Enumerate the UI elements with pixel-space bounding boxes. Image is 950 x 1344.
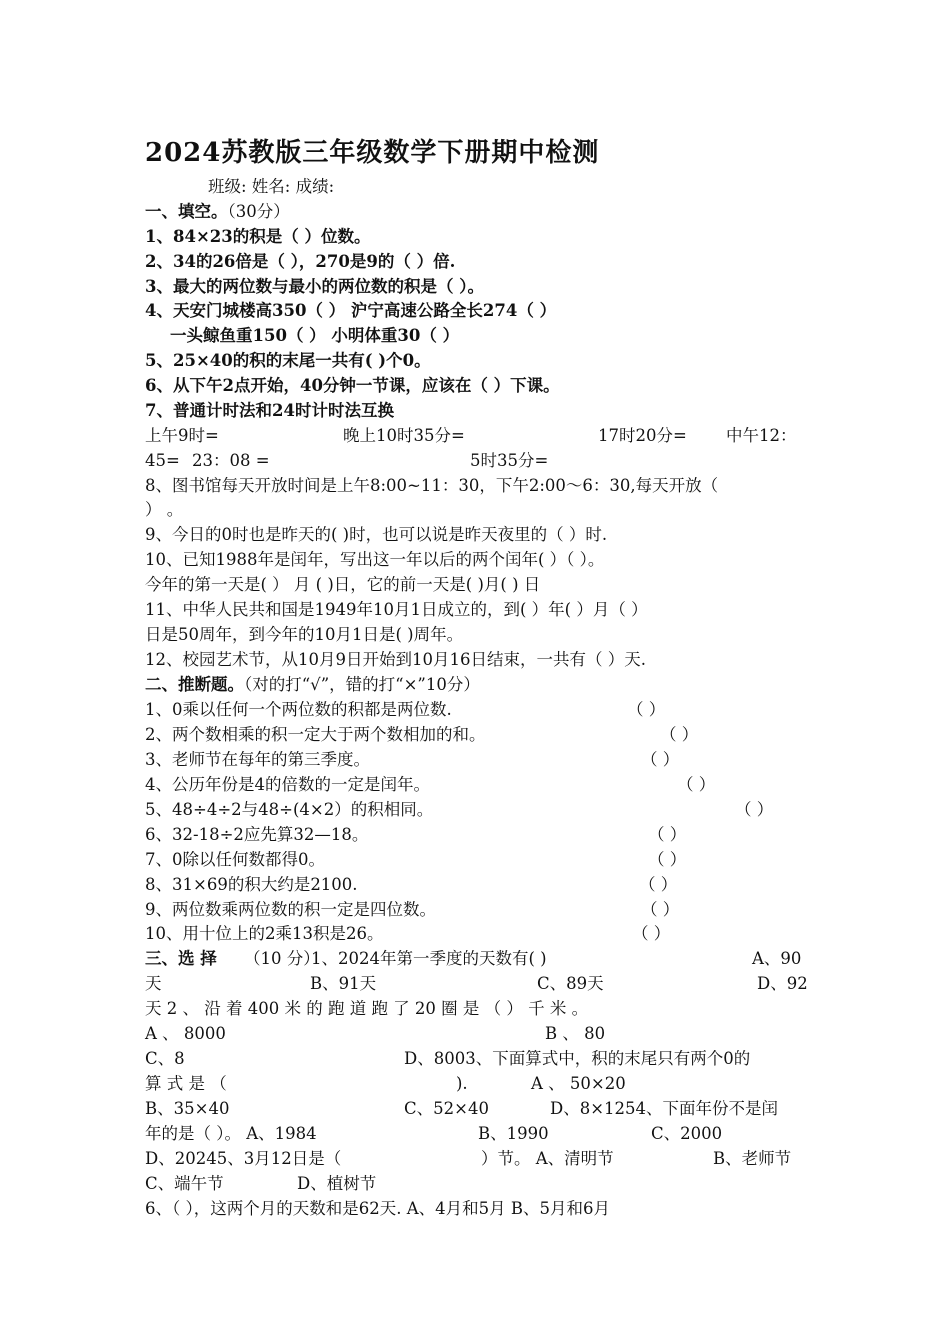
choice-option: A 、 8000 (145, 1024, 226, 1043)
student-info-line: 班级: 姓名: 成绩: (208, 177, 335, 196)
choice-text: 天 (145, 974, 162, 993)
question-11-line-1: 11、中华人民共和国是1949年10月1日成立的，到( ）年( ）月（ ） (145, 600, 648, 619)
time-item: 23：08 = (192, 451, 270, 470)
judge-item-text: 7、0除以任何数都得0。 (145, 850, 325, 869)
judge-answer-blank: （ ） (648, 825, 687, 844)
choice-text: D、8×1254、下面年份不是闰 (550, 1099, 779, 1118)
question-4-line-2: 一头鲸鱼重150（ ） 小明体重30（ ） (170, 326, 460, 345)
judge-answer-blank: （ ） (641, 750, 680, 769)
section-judge-heading (145, 674, 480, 696)
section-fill-blank-heading (145, 201, 290, 223)
section-points: （10 分） (244, 949, 320, 968)
choice-text: D、8003、下面算式中，积的末尾只有两个0的 (404, 1049, 751, 1068)
section-points: （30分） (227, 202, 290, 221)
choice-option: B、老师节 (713, 1149, 792, 1168)
judge-answer-blank: （ ） (735, 800, 774, 819)
choice-option: B 、 80 (545, 1024, 606, 1043)
section-choice-heading (145, 948, 217, 970)
choice-text: D、20245、3月12日是（ (145, 1149, 342, 1168)
judge-answer-blank: （ ） (660, 725, 699, 744)
question-4-line-1: 4、天安门城楼高350（ ） 沪宁高速公路全长274（ ） (145, 301, 557, 320)
question-11-line-2: 日是50周年，到今年的10月1日是( )周年。 (145, 625, 464, 644)
question-8-line-2: ） 。 (145, 500, 184, 519)
question-6: 6、从下午2点开始，40分钟一节课，应该在（ ）下课。 (145, 376, 560, 395)
choice-text: 算 式 是 （ (145, 1074, 227, 1093)
choice-option: A 、 50×20 (531, 1074, 626, 1093)
question-2: 2、34的26倍是（ ），270是9的（ ）倍. (145, 252, 456, 271)
question-5: 5、25×40的积的末尾一共有( )个0。 (145, 351, 431, 370)
judge-item-text: 3、老师节在每年的第三季度。 (145, 750, 370, 769)
choice-option: B、1990 (478, 1124, 549, 1143)
choice-text: 天 2 、 沿 着 400 米 的 跑 道 跑 了 20 圈 是 （ ） 千 米 。 (145, 999, 589, 1018)
judge-item-text: 5、48÷4÷2与48÷(4×2）的积相同。 (145, 800, 434, 819)
time-item: 45= (145, 451, 180, 470)
section-title: 二、推断题。 (145, 675, 244, 694)
judge-item-text: 4、公历年份是4的倍数的一定是闰年。 (145, 775, 430, 794)
choice-option: C、8 (145, 1049, 185, 1068)
time-item: 5时35分= (470, 451, 549, 470)
judge-answer-blank: （ ） (632, 924, 671, 943)
choice-text: ). (456, 1074, 468, 1093)
choice-option: C、89天 (537, 974, 604, 993)
time-item: 17时20分= (598, 426, 687, 445)
exam-title: 2024苏教版三年级数学下册期中检测 (145, 138, 600, 168)
time-item: 上午9时= (145, 426, 219, 445)
judge-item-text: 2、两个数相乘的积一定大于两个数相加的和。 (145, 725, 486, 744)
choice-text: ）节。 A、清明节 (481, 1149, 614, 1168)
question-10-line-2: 今年的第一天是( ） 月 ( )日，它的前一天是( )月( ) 日 (145, 575, 541, 594)
question-9: 9、今日的0时也是昨天的( )时，也可以说是昨天夜里的（ ）时. (145, 525, 608, 544)
choice-option: B、91天 (310, 974, 377, 993)
question-12: 12、校园艺术节，从10月9日开始到10月16日结束，一共有（ ）天. (145, 650, 646, 669)
judge-item-text: 8、31×69的积大约是2100. (145, 875, 358, 894)
section-title: 三、选 择 (145, 949, 217, 968)
question-3: 3、最大的两位数与最小的两位数的积是（ ）。 (145, 277, 484, 296)
choice-option: C、52×40 (404, 1099, 489, 1118)
time-item: 晚上10时35分= (343, 426, 465, 445)
choice-option: C、2000 (651, 1124, 723, 1143)
choice-text: 1、2024年第一季度的天数有( ) (311, 949, 547, 968)
judge-answer-blank: （ ） (677, 775, 716, 794)
judge-item-text: 9、两位数乘两位数的积一定是四位数。 (145, 900, 436, 919)
choice-option: C、端午节 (145, 1174, 224, 1193)
choice-option: A、90 (752, 949, 802, 968)
judge-answer-blank: （ ） (639, 875, 678, 894)
question-10-line-1: 10、已知1988年是闰年，写出这一年以后的两个闰年( ）（ ）。 (145, 550, 605, 569)
judge-item-text: 6、32-18÷2应先算32—18。 (145, 825, 369, 844)
section-note: （对的打“√”，错的打“×”10分） (244, 675, 480, 694)
choice-option: D、植树节 (297, 1174, 377, 1193)
time-item: 中午12： (726, 426, 797, 445)
choice-option: B、35×40 (145, 1099, 230, 1118)
judge-answer-blank: （ ） (627, 700, 666, 719)
judge-answer-blank: （ ） (641, 900, 680, 919)
judge-item-text: 10、用十位上的2乘13积是26。 (145, 924, 384, 943)
question-8-line-1: 8、图书馆每天开放时间是上午8:00~11：30，下午2:00～6：30,每天开放（ (145, 476, 719, 495)
question-7: 7、普通计时法和24时计时法互换 (145, 401, 394, 420)
judge-answer-blank: （ ） (648, 850, 687, 869)
choice-text: 6、（ ），这两个月的天数和是62天. A、4月和5月 B、5月和6月 (145, 1199, 611, 1218)
choice-text: 年的是（ ）。 A、1984 (145, 1124, 317, 1143)
section-title: 一、填空。 (145, 202, 228, 221)
judge-item-text: 1、0乘以任何一个两位数的积都是两位数. (145, 700, 452, 719)
choice-option: D、92 (757, 974, 808, 993)
question-1: 1、84×23的积是（ ）位数。 (145, 227, 371, 246)
